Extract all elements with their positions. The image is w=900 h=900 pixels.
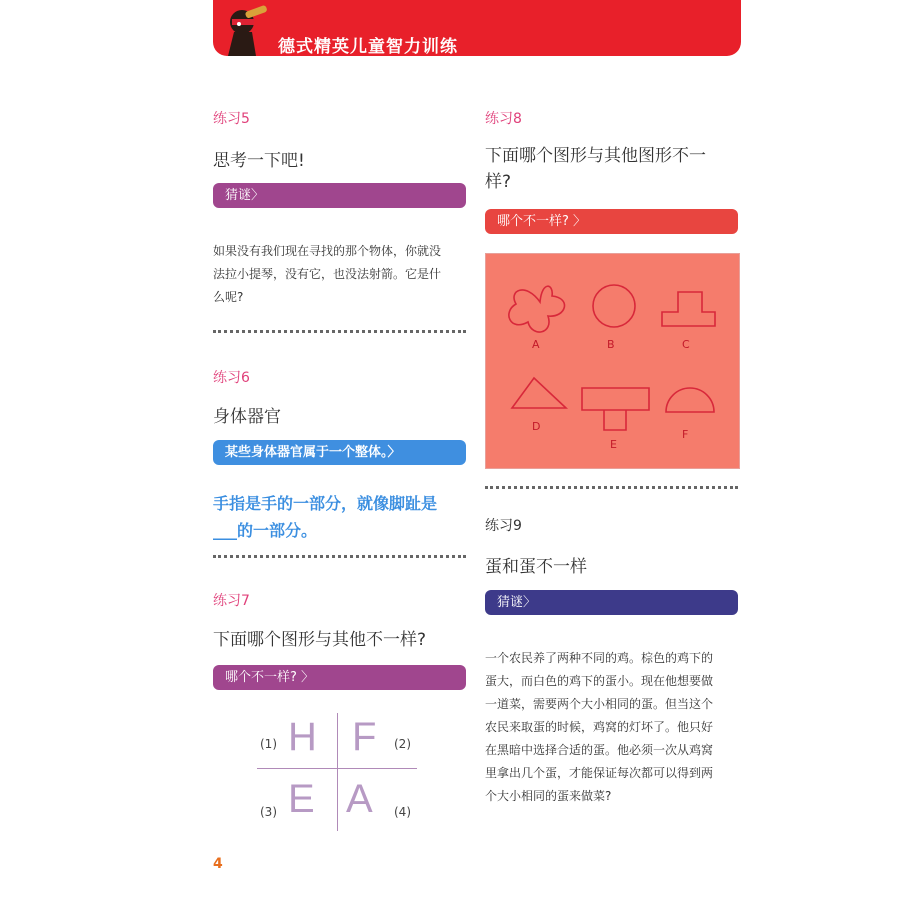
exercise-6-label: 练习6 <box>213 370 250 386</box>
trefoil-shape <box>509 286 565 332</box>
divider <box>485 486 738 489</box>
shape-label-e: E <box>610 438 617 451</box>
exercise-9-text <box>485 647 745 808</box>
text-line: 农民来取蛋的时候，鸡窝的灯坏了。他只好 <box>485 720 714 734</box>
exercise-8-title <box>485 143 706 195</box>
letter-a: A <box>346 777 373 821</box>
title-line: 样? <box>485 172 512 192</box>
shape-label-d: D <box>532 420 541 433</box>
number-4: (4) <box>394 805 411 819</box>
exercise-7-label: 练习7 <box>213 593 250 609</box>
half-circle-shape <box>666 388 714 412</box>
text-line: ___的一部分。 <box>213 521 318 540</box>
text-line: 么呢? <box>213 290 244 304</box>
triangle-shape <box>512 378 566 408</box>
page-number: 4 <box>213 856 223 872</box>
t-shape <box>582 388 649 430</box>
shapes-panel <box>485 253 740 469</box>
shape-label-b: B <box>607 338 615 351</box>
exercise-5-label: 练习5 <box>213 111 250 127</box>
shape-label-c: C <box>682 338 690 351</box>
circle-shape <box>593 285 635 327</box>
exercise-5-tag: 猜谜〉 <box>213 183 466 208</box>
exercise-9-title: 蛋和蛋不一样 <box>485 557 587 577</box>
number-3: (3) <box>260 805 277 819</box>
exercise-6-text <box>213 490 473 544</box>
letter-h: H <box>288 715 317 759</box>
exercise-9-label: 练习9 <box>485 518 522 534</box>
exercise-8-label: 练习8 <box>485 111 522 127</box>
text-line: 法拉小提琴，没有它，也没法射箭。它是什 <box>213 267 442 281</box>
text-line: 里拿出几个蛋，才能保证每次都可以得到两 <box>485 766 714 780</box>
text-line: 在黑暗中选择合适的蛋。他必须一次从鸡窝 <box>485 743 714 757</box>
exercise-6-title: 身体器官 <box>213 407 281 427</box>
text-line: 一道菜，需要两个大小相同的蛋。但当这个 <box>485 697 714 711</box>
text-line: 一个农民养了两种不同的鸡。棕色的鸡下的 <box>485 651 714 665</box>
vertical-line <box>337 713 338 831</box>
text-line: 个大小相同的蛋来做菜? <box>485 789 612 803</box>
exercise-7-title: 下面哪个图形与其他不一样? <box>213 630 427 650</box>
letter-f: F <box>352 715 377 759</box>
number-2: (2) <box>394 737 411 751</box>
exercise-5-title: 思考一下吧! <box>213 151 305 171</box>
shape-label-f: F <box>682 428 689 441</box>
number-1: (1) <box>260 737 277 751</box>
exercise-5-text <box>213 240 473 309</box>
text-line: 手指是手的一部分，就像脚趾是 <box>213 494 438 513</box>
exercise-9-tag: 猜谜〉 <box>485 590 738 615</box>
shape-label-a: A <box>532 338 540 351</box>
letter-puzzle <box>257 713 417 833</box>
exercise-8-tag: 哪个不一样? 〉 <box>485 209 738 234</box>
text-line: 如果没有我们现在寻找的那个物体，你就没 <box>213 244 442 258</box>
divider <box>213 330 466 333</box>
header-title: 德式精英儿童智力训练 <box>278 37 458 57</box>
divider <box>213 555 466 558</box>
text-line: 蛋大，而白色的鸡下的蛋小。现在他想要做 <box>485 674 714 688</box>
shapes-figure <box>486 254 739 468</box>
title-line: 下面哪个图形与其他图形不一 <box>485 146 706 166</box>
letter-e: E <box>288 777 315 821</box>
stepped-shape <box>662 292 715 326</box>
exercise-6-tag: 某些身体器官属于一个整体。〉 <box>213 440 466 465</box>
exercise-7-tag: 哪个不一样? 〉 <box>213 665 466 690</box>
mascot-icon <box>216 2 276 56</box>
